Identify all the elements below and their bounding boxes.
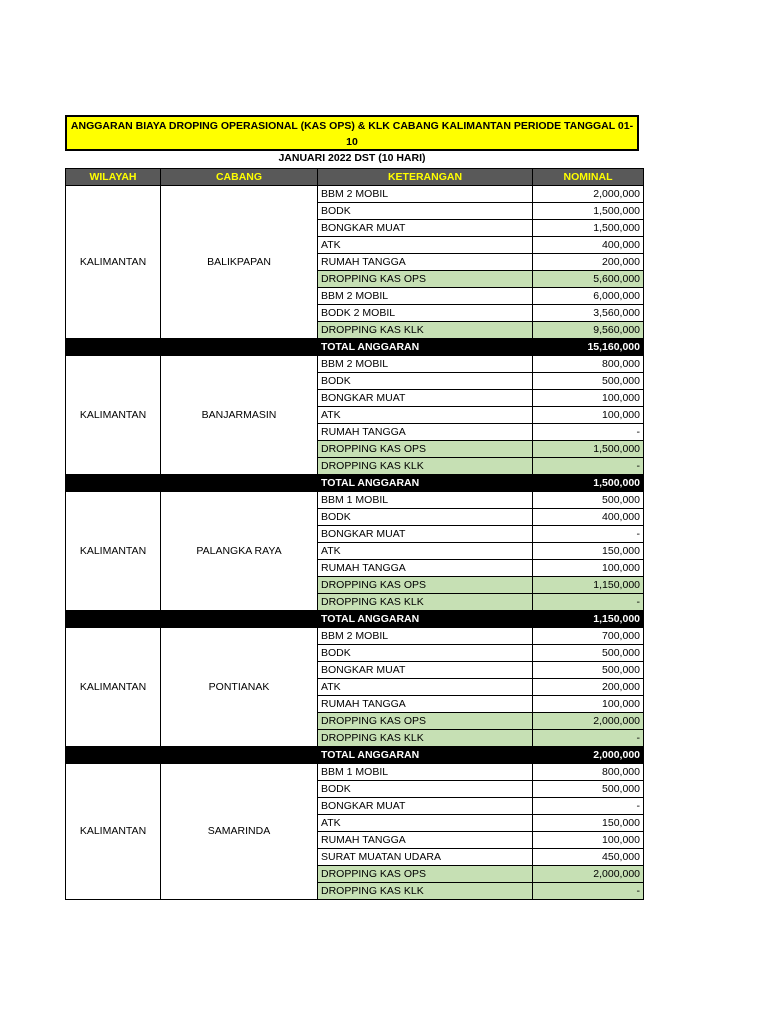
total-spacer xyxy=(66,611,161,628)
report-title-line2: JANUARI 2022 DST (10 HARI) xyxy=(278,152,426,164)
cabang-cell: PALANGKA RAYA xyxy=(161,492,318,611)
cabang-cell: BALIKPAPAN xyxy=(161,186,318,339)
keterangan-cell: RUMAH TANGGA xyxy=(318,560,533,577)
nominal-cell: 500,000 xyxy=(533,662,644,679)
total-spacer xyxy=(66,339,161,356)
keterangan-cell: BODK xyxy=(318,373,533,390)
total-row xyxy=(66,611,644,628)
nominal-cell: - xyxy=(533,458,644,475)
keterangan-cell: DROPPING KAS KLK xyxy=(318,594,533,611)
nominal-cell: - xyxy=(533,883,644,900)
keterangan-cell: RUMAH TANGGA xyxy=(318,254,533,271)
nominal-cell: 100,000 xyxy=(533,696,644,713)
nominal-cell: 1,500,000 xyxy=(533,203,644,220)
nominal-cell: 5,600,000 xyxy=(533,271,644,288)
keterangan-cell: DROPPING KAS OPS xyxy=(318,271,533,288)
nominal-cell: 2,000,000 xyxy=(533,866,644,883)
keterangan-cell: BBM 1 MOBIL xyxy=(318,764,533,781)
header-wilayah: WILAYAH xyxy=(66,169,161,186)
keterangan-cell: BBM 2 MOBIL xyxy=(318,356,533,373)
keterangan-cell: BBM 2 MOBIL xyxy=(318,288,533,305)
total-amount: 1,150,000 xyxy=(533,611,644,628)
total-spacer xyxy=(161,339,318,356)
header-keterangan: KETERANGAN xyxy=(318,169,533,186)
nominal-cell: 700,000 xyxy=(533,628,644,645)
report-title-line1: ANGGARAN BIAYA DROPING OPERASIONAL (KAS OPS) & KLK CABANG KALIMANTAN PERIODE TANGGAL 01-10 xyxy=(70,120,634,148)
nominal-cell: 2,000,000 xyxy=(533,186,644,203)
nominal-cell: 3,560,000 xyxy=(533,305,644,322)
keterangan-cell: ATK xyxy=(318,407,533,424)
nominal-cell: 400,000 xyxy=(533,509,644,526)
keterangan-cell: BODK xyxy=(318,645,533,662)
cabang-cell: SAMARINDA xyxy=(161,764,318,900)
table-row xyxy=(66,628,644,645)
nominal-cell: 200,000 xyxy=(533,254,644,271)
total-spacer xyxy=(66,475,161,492)
keterangan-cell: BODK xyxy=(318,509,533,526)
keterangan-cell: RUMAH TANGGA xyxy=(318,832,533,849)
keterangan-cell: BONGKAR MUAT xyxy=(318,526,533,543)
keterangan-cell: DROPPING KAS KLK xyxy=(318,322,533,339)
budget-table xyxy=(65,168,644,900)
total-label: TOTAL ANGGARAN xyxy=(318,339,533,356)
total-spacer xyxy=(66,747,161,764)
nominal-cell: - xyxy=(533,424,644,441)
nominal-cell: 500,000 xyxy=(533,781,644,798)
nominal-cell: 150,000 xyxy=(533,543,644,560)
nominal-cell: 800,000 xyxy=(533,764,644,781)
total-row xyxy=(66,339,644,356)
nominal-cell: - xyxy=(533,798,644,815)
nominal-cell: 2,000,000 xyxy=(533,713,644,730)
total-row xyxy=(66,747,644,764)
keterangan-cell: BONGKAR MUAT xyxy=(318,662,533,679)
nominal-cell: 150,000 xyxy=(533,815,644,832)
nominal-cell: 200,000 xyxy=(533,679,644,696)
nominal-cell: 500,000 xyxy=(533,645,644,662)
nominal-cell: - xyxy=(533,730,644,747)
nominal-cell: 500,000 xyxy=(533,373,644,390)
keterangan-cell: RUMAH TANGGA xyxy=(318,696,533,713)
keterangan-cell: BBM 2 MOBIL xyxy=(318,628,533,645)
nominal-cell: 100,000 xyxy=(533,390,644,407)
total-amount: 15,160,000 xyxy=(533,339,644,356)
nominal-cell: 1,500,000 xyxy=(533,220,644,237)
wilayah-cell: KALIMANTAN xyxy=(66,628,161,747)
total-spacer xyxy=(161,611,318,628)
total-amount: 2,000,000 xyxy=(533,747,644,764)
total-label: TOTAL ANGGARAN xyxy=(318,475,533,492)
keterangan-cell: DROPPING KAS KLK xyxy=(318,730,533,747)
keterangan-cell: DROPPING KAS OPS xyxy=(318,577,533,594)
total-spacer xyxy=(161,747,318,764)
wilayah-cell: KALIMANTAN xyxy=(66,186,161,339)
nominal-cell: 1,500,000 xyxy=(533,441,644,458)
keterangan-cell: DROPPING KAS OPS xyxy=(318,441,533,458)
keterangan-cell: DROPPING KAS OPS xyxy=(318,713,533,730)
keterangan-cell: ATK xyxy=(318,815,533,832)
budget-table-body xyxy=(66,186,644,900)
total-label: TOTAL ANGGARAN xyxy=(318,611,533,628)
keterangan-cell: BONGKAR MUAT xyxy=(318,390,533,407)
nominal-cell: 800,000 xyxy=(533,356,644,373)
report-title xyxy=(65,115,639,164)
nominal-cell: - xyxy=(533,594,644,611)
keterangan-cell: BODK 2 MOBIL xyxy=(318,305,533,322)
table-row xyxy=(66,186,644,203)
nominal-cell: 400,000 xyxy=(533,237,644,254)
keterangan-cell: ATK xyxy=(318,237,533,254)
keterangan-cell: ATK xyxy=(318,543,533,560)
table-row xyxy=(66,356,644,373)
table-row xyxy=(66,764,644,781)
keterangan-cell: BONGKAR MUAT xyxy=(318,220,533,237)
keterangan-cell: DROPPING KAS KLK xyxy=(318,458,533,475)
wilayah-cell: KALIMANTAN xyxy=(66,356,161,475)
header-nominal: NOMINAL xyxy=(533,169,644,186)
nominal-cell: 1,150,000 xyxy=(533,577,644,594)
total-spacer xyxy=(161,475,318,492)
total-amount: 1,500,000 xyxy=(533,475,644,492)
keterangan-cell: BBM 1 MOBIL xyxy=(318,492,533,509)
total-label: TOTAL ANGGARAN xyxy=(318,747,533,764)
nominal-cell: 100,000 xyxy=(533,407,644,424)
table-row xyxy=(66,492,644,509)
keterangan-cell: BBM 2 MOBIL xyxy=(318,186,533,203)
keterangan-cell: SURAT MUATAN UDARA xyxy=(318,849,533,866)
keterangan-cell: DROPPING KAS KLK xyxy=(318,883,533,900)
nominal-cell: - xyxy=(533,526,644,543)
cabang-cell: PONTIANAK xyxy=(161,628,318,747)
wilayah-cell: KALIMANTAN xyxy=(66,764,161,900)
nominal-cell: 100,000 xyxy=(533,832,644,849)
keterangan-cell: BONGKAR MUAT xyxy=(318,798,533,815)
nominal-cell: 450,000 xyxy=(533,849,644,866)
nominal-cell: 6,000,000 xyxy=(533,288,644,305)
keterangan-cell: BODK xyxy=(318,203,533,220)
cabang-cell: BANJARMASIN xyxy=(161,356,318,475)
total-row xyxy=(66,475,644,492)
keterangan-cell: ATK xyxy=(318,679,533,696)
nominal-cell: 100,000 xyxy=(533,560,644,577)
header-cabang: CABANG xyxy=(161,169,318,186)
wilayah-cell: KALIMANTAN xyxy=(66,492,161,611)
nominal-cell: 9,560,000 xyxy=(533,322,644,339)
nominal-cell: 500,000 xyxy=(533,492,644,509)
table-header-row xyxy=(66,169,644,186)
keterangan-cell: DROPPING KAS OPS xyxy=(318,866,533,883)
keterangan-cell: BODK xyxy=(318,781,533,798)
keterangan-cell: RUMAH TANGGA xyxy=(318,424,533,441)
